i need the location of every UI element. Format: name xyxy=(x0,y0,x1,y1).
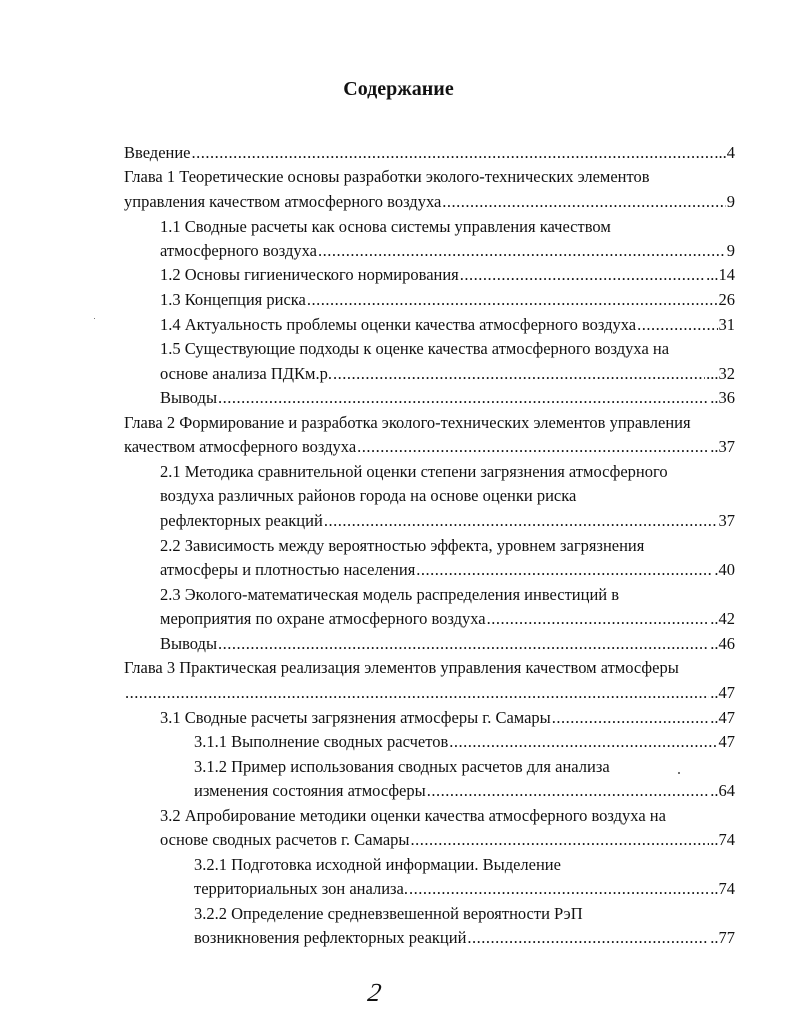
toc-entry-2-3-cont: мероприятия по охране атмосферного воздуха ..... ..42 xyxy=(160,607,735,631)
page-ref: 47 xyxy=(718,732,735,751)
toc-entry-1-1: 1.1 Сводные расчеты как основа системы управления качеством xyxy=(160,217,611,236)
leader-dots xyxy=(552,706,709,730)
leader-dots xyxy=(192,141,714,165)
toc-entry-2-2-cont: атмосферы и плотностью населения ..... .40 xyxy=(160,558,735,582)
page-ref: 26 xyxy=(718,290,735,309)
toc-entry-3-1-1: 3.1.1 Выполнение сводных расчетов ..... 47 xyxy=(194,730,735,754)
toc-entry-3-1: 3.1 Сводные расчеты загрязнения атмосферы г. Самары ..... ..47 xyxy=(160,706,735,730)
toc-entry-chapter-1: Глава 1 Теоретические основы разработки эколого-технических элементов xyxy=(124,167,650,186)
toc-entry-2-1: 2.1 Методика сравнительной оценки степени загрязнения атмосферного xyxy=(160,462,668,481)
page-ref: ..64 xyxy=(710,781,735,800)
page-ref: ..46 xyxy=(710,634,735,653)
toc-entry-1-1-cont: атмосферного воздуха ..... 9 xyxy=(160,239,735,263)
page-ref: ...4 xyxy=(714,143,735,162)
toc-entry-introduction: Введение ..... ...4 xyxy=(124,141,735,165)
toc-entry-1-2: 1.2 Основы гигиенического нормирования ..... ...14 xyxy=(160,263,735,287)
toc-entry-chapter-1-cont: управления качеством атмосферного воздуха ..... 9 xyxy=(124,190,735,214)
toc-entry-conclusions-1: Выводы ..... ..36 xyxy=(160,386,735,410)
leader-dots xyxy=(409,877,709,901)
page-ref: ...32 xyxy=(706,364,735,383)
toc-entry-3-1-2-cont: изменения состояния атмосферы ..... ..64 xyxy=(194,779,735,803)
page-ref: ..74 xyxy=(710,830,735,849)
page-ref: ..42 xyxy=(710,609,735,628)
scan-speck xyxy=(678,772,680,774)
toc-entry-1-4: 1.4 Актуальность проблемы оценки качества атмосферного воздуха ..... 31 xyxy=(160,313,735,337)
page-ref: .40 xyxy=(714,560,735,579)
toc-entry-3-2-2-cont: возникновения рефлекторных реакций ..... ..77 xyxy=(194,926,735,950)
leader-dots xyxy=(416,558,713,582)
page-title: Содержание xyxy=(343,78,454,100)
scan-speck xyxy=(94,318,95,319)
leader-dots xyxy=(442,190,725,214)
toc-entry-chapter-3: Глава 3 Практическая реализация элементов управления качеством атмосферы xyxy=(124,658,679,677)
leader-dots xyxy=(637,313,717,337)
leader-dots xyxy=(460,263,705,287)
leader-dots xyxy=(318,239,726,263)
leader-dots xyxy=(324,509,718,533)
leader-dots xyxy=(218,632,709,656)
toc-entry-2-1-cont2: рефлекторных реакций ..... 37 xyxy=(160,509,735,533)
toc-entry-chapter-2: Глава 2 Формирование и разработка эколого-технических элементов управления xyxy=(124,413,691,432)
page-ref: ..77 xyxy=(710,928,735,947)
leader-dots xyxy=(218,386,709,410)
page-ref: ..37 xyxy=(710,437,735,456)
page-ref: 37 xyxy=(718,511,735,530)
leader-dots xyxy=(307,288,718,312)
leader-dots xyxy=(467,926,709,950)
toc-entry-3-1-2: 3.1.2 Пример использования сводных расчетов для анализа xyxy=(194,757,610,776)
toc-entry-2-1-cont: воздуха различных районов города на основе оценки риска xyxy=(160,486,577,505)
page-ref: ..47 xyxy=(710,683,735,702)
leader-dots xyxy=(411,828,710,852)
page-ref: ..74 xyxy=(710,879,735,898)
leader-dots xyxy=(125,681,709,705)
page-ref: 9 xyxy=(726,192,735,211)
leader-dots xyxy=(449,730,717,754)
leader-dots xyxy=(357,435,709,459)
toc-entry-chapter-3-cont xyxy=(124,681,735,705)
toc-entry-chapter-2-cont: качеством атмосферного воздуха ..... ..37 xyxy=(124,435,735,459)
leader-dots xyxy=(427,779,710,803)
page-ref: ...14 xyxy=(706,265,735,284)
page-ref: ..47 xyxy=(710,708,735,727)
page-number: 2 xyxy=(366,978,384,1007)
page-ref: ..36 xyxy=(710,388,735,407)
toc-entry-3-2: 3.2 Апробирование методики оценки качества атмосферного воздуха на xyxy=(160,806,666,825)
toc-entry-3-2-cont: основе сводных расчетов г. Самары ..... ..74 xyxy=(160,828,735,852)
leader-dots xyxy=(487,607,710,631)
page-ref: 31 xyxy=(718,315,735,334)
toc-entry-3-2-1-cont: территориальных зон анализа. ..... ..74 xyxy=(194,877,735,901)
toc-entry-1-5: 1.5 Существующие подходы к оценке качества атмосферного воздуха на xyxy=(160,339,670,358)
page-ref: 9 xyxy=(726,241,735,260)
toc-entry-1-5-cont: основе анализа ПДКм.р. ..... ...32 xyxy=(160,362,735,386)
toc-entry-conclusions-2: Выводы ..... ..46 xyxy=(160,632,735,656)
leader-dots xyxy=(333,362,705,386)
toc-entry-2-3: 2.3 Эколого-математическая модель распределения инвестиций в xyxy=(160,585,620,604)
toc-entry-2-2: 2.2 Зависимость между вероятностью эффекта, уровнем загрязнения xyxy=(160,536,645,555)
toc-entry-3-2-1: 3.2.1 Подготовка исходной информации. Выделение xyxy=(194,855,561,874)
toc-entry-3-2-2: 3.2.2 Определение средневзвешенной вероятности РэП xyxy=(194,904,583,923)
toc-entry-1-3: 1.3 Концепция риска ..... 26 xyxy=(160,288,735,312)
